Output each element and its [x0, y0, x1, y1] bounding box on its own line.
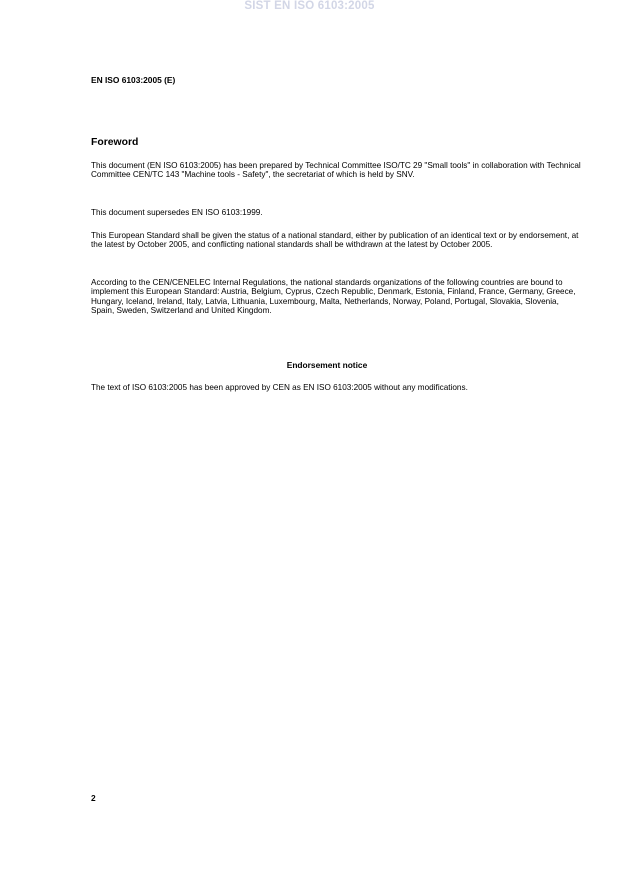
- document-id: EN ISO 6103:2005 (E): [91, 75, 176, 85]
- foreword-paragraph: This European Standard shall be given the status of a national standard, either by publication of an identical text or by endorsement, at the latest by October 2005, and conflicting national standards shall be withdrawn at the latest by October 2005.: [91, 231, 579, 250]
- foreword-paragraph: This document supersedes EN ISO 6103:1999.: [91, 208, 263, 217]
- page-number: 2: [91, 793, 96, 803]
- watermark: SIST EN ISO 6103:2005: [244, 0, 375, 12]
- foreword-paragraph: According to the CEN/CENELEC Internal Regulations, the national standards organizations of the following countries are bound to implement this European Standard: Austria, Belgium, Cyprus, Czech Republic, Denmark, Estonia, Finland, France, Germany, Greece, Hungary, Iceland, Ireland, Italy, Latvia, Lithuania, Luxembourg, Malta, Netherlands, Norway, Poland, Portugal, Slovakia, Slovenia, Spain, Sweden, Switzerland and United Kingdom.: [91, 278, 576, 316]
- foreword-paragraph: This document (EN ISO 6103:2005) has been prepared by Technical Committee ISO/TC 29 "Small tools" in collaboration with Technical Committee CEN/TC 143 "Machine tools - Safety", the secretariat of which is held by SNV.: [91, 161, 581, 180]
- endorsement-heading: Endorsement notice: [286, 360, 368, 370]
- endorsement-text: The text of ISO 6103:2005 has been approved by CEN as EN ISO 6103:2005 without any modifications.: [91, 383, 468, 392]
- foreword-heading: Foreword: [91, 137, 139, 148]
